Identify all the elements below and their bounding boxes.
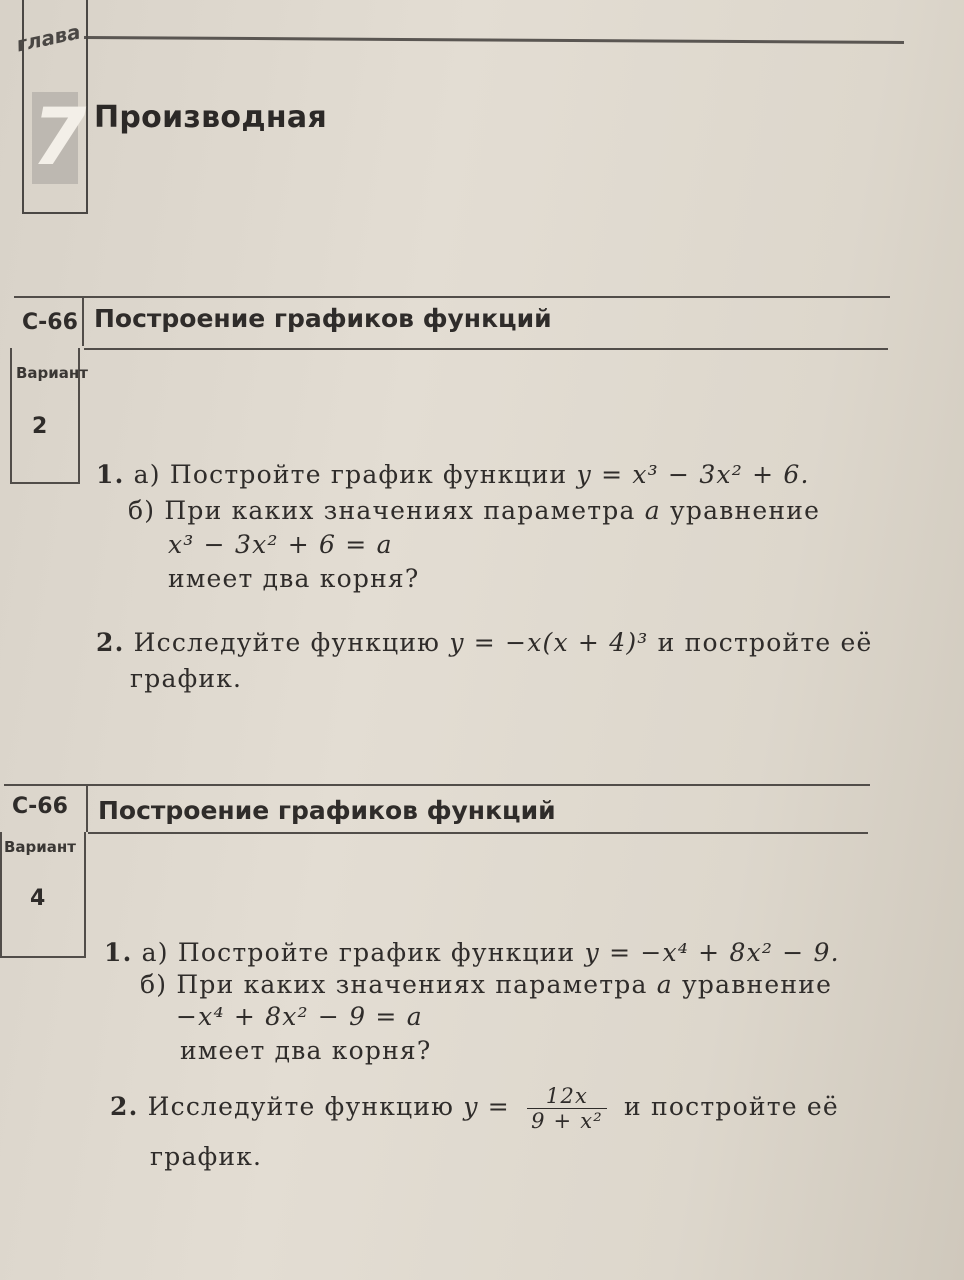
- variant-label: Вариант: [16, 364, 88, 382]
- variant-number: 4: [30, 886, 46, 911]
- task-1b: [128, 496, 820, 526]
- task-formula: y = x³ − 3x² + 6.: [576, 460, 810, 489]
- chapter-top-rule: [84, 36, 904, 44]
- chapter-label: глава: [14, 19, 83, 57]
- task-formula: y = −x⁴ + 8x² − 9.: [584, 938, 840, 967]
- section-top-rule: [14, 296, 890, 298]
- section-divider: [86, 786, 88, 832]
- task-param: a: [656, 970, 673, 999]
- task-text: имеет два корня?: [180, 1036, 432, 1065]
- task-formula: −x⁴ + 8x² − 9 = a: [176, 1002, 423, 1031]
- task-number: 2.: [110, 1092, 139, 1121]
- task-text: график.: [150, 1142, 263, 1171]
- task-number: 2.: [96, 628, 125, 657]
- task-text: Исследуйте функцию: [133, 628, 441, 657]
- task-number: 1.: [96, 460, 125, 489]
- task-text: Постройте график функции: [169, 460, 568, 489]
- task-1b-formula: [168, 530, 393, 560]
- task-number: 1.: [104, 938, 133, 967]
- task-formula-lhs: y =: [463, 1092, 510, 1121]
- section-code: С-66: [12, 794, 68, 819]
- task-text: уравнение: [682, 970, 833, 999]
- task-text: и постройте её: [657, 628, 873, 657]
- task-1b-end: [168, 564, 420, 594]
- task-text: имеет два корня?: [168, 564, 420, 593]
- task-formula: x³ − 3x² + 6 = a: [168, 530, 393, 559]
- task-text: При каких значениях параметра: [164, 496, 636, 525]
- task-fraction: [527, 1084, 607, 1133]
- task-1b-formula: [176, 1002, 423, 1032]
- task-1a: [104, 938, 840, 968]
- fraction-numerator: 12x: [527, 1084, 607, 1109]
- task-text: Исследуйте функцию: [147, 1092, 455, 1121]
- task-text: Постройте график функции: [177, 938, 576, 967]
- task-1b-end: [180, 1036, 432, 1066]
- variant-label: Вариант: [4, 838, 76, 856]
- task-text: и постройте её: [624, 1092, 839, 1121]
- task-1a: [96, 460, 810, 490]
- section-title: Построение графиков функций: [98, 796, 556, 825]
- task-formula: y = −x(x + 4)³: [449, 628, 649, 657]
- section-top-rule: [4, 784, 870, 786]
- task-letter: а): [133, 460, 161, 489]
- task-2-end: [130, 664, 242, 694]
- task-2-end: [150, 1142, 262, 1172]
- task-param: a: [644, 496, 661, 525]
- section-code: С-66: [22, 310, 78, 335]
- variant-number: 2: [32, 414, 48, 439]
- task-2: [110, 1084, 839, 1133]
- task-text: график.: [130, 664, 243, 693]
- chapter-title: Производная: [94, 100, 328, 135]
- section-bottom-rule: [88, 832, 868, 834]
- task-2: [96, 628, 873, 658]
- section-divider: [82, 298, 84, 346]
- section-bottom-rule: [84, 348, 888, 350]
- task-letter: б): [128, 496, 156, 525]
- chapter-number: 7: [32, 93, 87, 183]
- task-letter: а): [141, 938, 169, 967]
- task-text: При каких значениях параметра: [176, 970, 648, 999]
- fraction-denominator: 9 + x²: [531, 1109, 603, 1133]
- task-text: уравнение: [670, 496, 821, 525]
- section-title: Построение графиков функций: [94, 304, 552, 333]
- task-1b: [140, 970, 832, 1000]
- task-letter: б): [140, 970, 168, 999]
